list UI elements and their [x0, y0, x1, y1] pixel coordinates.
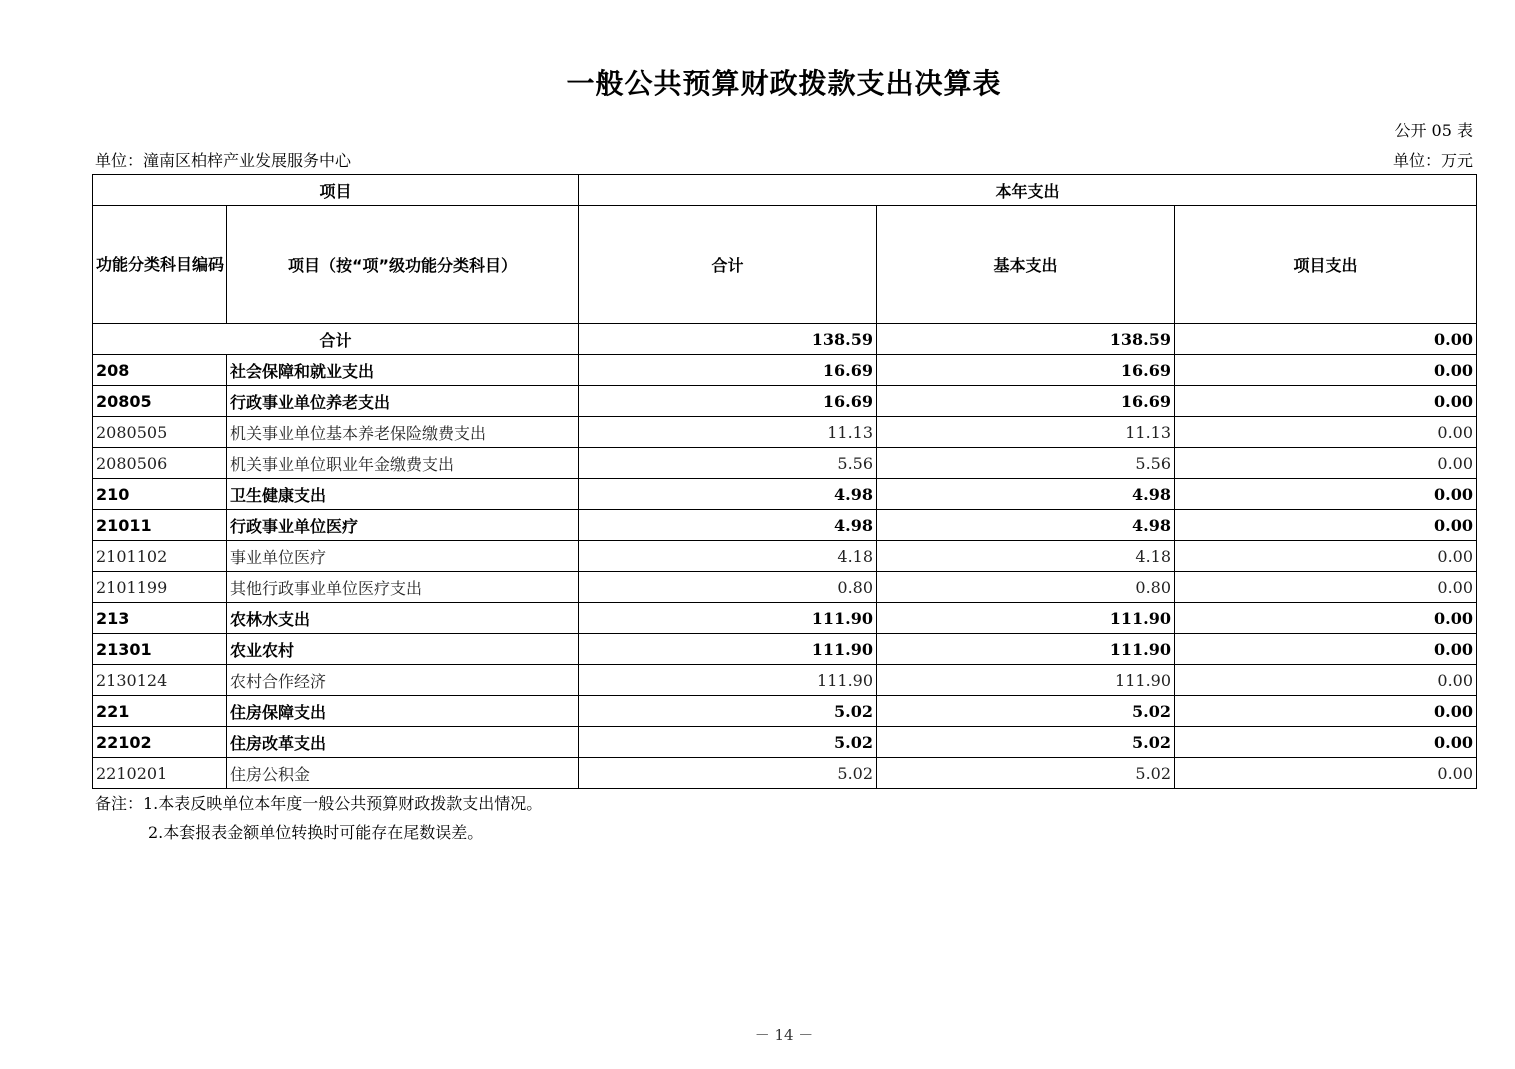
row-total: 4.98 [579, 479, 877, 510]
table-row [93, 355, 1477, 386]
total-basic: 138.59 [877, 324, 1175, 355]
header-total: 合计 [579, 206, 877, 324]
table-row [93, 510, 1477, 541]
row-total: 5.02 [579, 758, 877, 789]
total-row [93, 324, 1477, 355]
row-basic: 0.80 [877, 572, 1175, 603]
row-total: 111.90 [579, 634, 877, 665]
row-project: 0.00 [1175, 386, 1477, 417]
row-name: 事业单位医疗 [227, 541, 579, 572]
row-name: 机关事业单位基本养老保险缴费支出 [227, 417, 579, 448]
row-basic: 111.90 [877, 665, 1175, 696]
row-name: 卫生健康支出 [227, 479, 579, 510]
row-name: 机关事业单位职业年金缴费支出 [227, 448, 579, 479]
currency-unit: 单位：万元 [1392, 151, 1473, 170]
row-basic: 4.98 [877, 479, 1175, 510]
row-code: 22102 [93, 727, 227, 758]
row-name: 住房公积金 [227, 758, 579, 789]
row-total: 111.90 [579, 603, 877, 634]
row-project: 0.00 [1175, 634, 1477, 665]
row-total: 5.56 [579, 448, 877, 479]
row-project: 0.00 [1175, 541, 1477, 572]
row-project: 0.00 [1175, 665, 1477, 696]
row-basic: 4.18 [877, 541, 1175, 572]
row-code: 2101199 [93, 572, 227, 603]
expenditure-table [92, 174, 1477, 789]
row-basic: 5.02 [877, 727, 1175, 758]
row-name: 其他行政事业单位医疗支出 [227, 572, 579, 603]
table-row [93, 665, 1477, 696]
row-code: 210 [93, 479, 227, 510]
total-project: 0.00 [1175, 324, 1477, 355]
header-name: 项目（按“项”级功能分类科目） [227, 206, 579, 324]
row-name: 农业农村 [227, 634, 579, 665]
row-name: 行政事业单位医疗 [227, 510, 579, 541]
row-name: 行政事业单位养老支出 [227, 386, 579, 417]
page-title: 一般公共预算财政拨款支出决算表 [566, 67, 1002, 100]
table-row [93, 603, 1477, 634]
row-code: 2080506 [93, 448, 227, 479]
row-basic: 5.02 [877, 758, 1175, 789]
row-code: 2130124 [93, 665, 227, 696]
row-code: 2210201 [93, 758, 227, 789]
row-code: 21011 [93, 510, 227, 541]
row-code: 21301 [93, 634, 227, 665]
row-basic: 5.56 [877, 448, 1175, 479]
header-year-expense-group: 本年支出 [579, 175, 1477, 206]
row-total: 11.13 [579, 417, 877, 448]
note-line-2: 2.本套报表金额单位转换时可能存在尾数误差。 [148, 823, 484, 842]
row-code: 2080505 [93, 417, 227, 448]
row-project: 0.00 [1175, 479, 1477, 510]
row-total: 4.98 [579, 510, 877, 541]
row-total: 5.02 [579, 696, 877, 727]
row-total: 0.80 [579, 572, 877, 603]
header-project-group: 项目 [93, 175, 579, 206]
table-number: 公开 05 表 [1394, 121, 1473, 140]
row-basic: 16.69 [877, 386, 1175, 417]
table-row [93, 386, 1477, 417]
note-line-1: 备注：1.本表反映单位本年度一般公共预算财政拨款支出情况。 [95, 794, 543, 813]
row-basic: 4.98 [877, 510, 1175, 541]
row-code: 221 [93, 696, 227, 727]
row-basic: 111.90 [877, 634, 1175, 665]
row-total: 16.69 [579, 355, 877, 386]
row-name: 农村合作经济 [227, 665, 579, 696]
table-row [93, 727, 1477, 758]
row-project: 0.00 [1175, 448, 1477, 479]
row-project: 0.00 [1175, 603, 1477, 634]
row-name: 农林水支出 [227, 603, 579, 634]
header-row-group [93, 175, 1477, 206]
header-code: 功能分类科目编码 [93, 206, 227, 324]
table-row [93, 448, 1477, 479]
row-basic: 5.02 [877, 696, 1175, 727]
row-basic: 111.90 [877, 603, 1175, 634]
row-project: 0.00 [1175, 572, 1477, 603]
page-number: － 14 － [754, 1026, 814, 1044]
row-name: 住房改革支出 [227, 727, 579, 758]
total-sum: 138.59 [579, 324, 877, 355]
row-basic: 16.69 [877, 355, 1175, 386]
table-row [93, 572, 1477, 603]
table-row [93, 634, 1477, 665]
table-row [93, 541, 1477, 572]
table-row [93, 417, 1477, 448]
reporting-unit: 单位：潼南区柏梓产业发展服务中心 [95, 151, 352, 170]
total-label: 合计 [93, 324, 579, 355]
row-name: 住房保障支出 [227, 696, 579, 727]
row-code: 2101102 [93, 541, 227, 572]
row-project: 0.00 [1175, 758, 1477, 789]
row-total: 16.69 [579, 386, 877, 417]
row-project: 0.00 [1175, 510, 1477, 541]
row-project: 0.00 [1175, 355, 1477, 386]
row-code: 20805 [93, 386, 227, 417]
row-total: 111.90 [579, 665, 877, 696]
header-row-columns [93, 206, 1477, 324]
row-project: 0.00 [1175, 727, 1477, 758]
table-row [93, 696, 1477, 727]
row-code: 208 [93, 355, 227, 386]
row-total: 4.18 [579, 541, 877, 572]
table-row [93, 479, 1477, 510]
header-project: 项目支出 [1175, 206, 1477, 324]
row-project: 0.00 [1175, 417, 1477, 448]
row-project: 0.00 [1175, 696, 1477, 727]
row-total: 5.02 [579, 727, 877, 758]
row-code: 213 [93, 603, 227, 634]
header-basic: 基本支出 [877, 206, 1175, 324]
row-name: 社会保障和就业支出 [227, 355, 579, 386]
table-row [93, 758, 1477, 789]
row-basic: 11.13 [877, 417, 1175, 448]
